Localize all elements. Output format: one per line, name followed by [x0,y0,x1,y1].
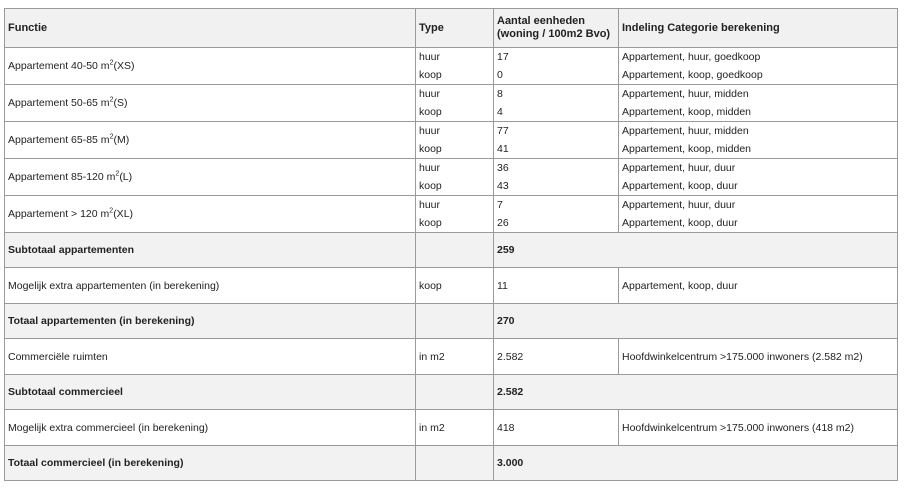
table-row [5,159,898,178]
header-type: Type [416,9,494,48]
total-row [5,304,898,339]
functie-cell: Mogelijk extra commercieel (in berekening) [5,410,416,446]
functie-superscript: 2 [109,59,114,67]
functie-table [4,8,898,481]
functie-label: Appartement 65-85 m [8,134,110,146]
functie-size-code: (XL) [113,208,134,220]
functie-cell [5,122,416,159]
total-label: Totaal appartementen (in berekening) [5,304,416,339]
functie-cell [5,159,416,196]
total-value: 2.582 [494,375,898,410]
category-cell: Appartement, huur, goedkoop [619,48,898,67]
total-value: 270 [494,304,898,339]
functie-size-code: (M) [113,134,130,146]
header-row [5,9,898,48]
type-cell: huur [416,196,494,215]
type-cell: koop [416,214,494,233]
functie-cell: Commerciële ruimten [5,339,416,375]
table-body [5,9,898,481]
category-cell: Appartement, huur, duur [619,159,898,178]
functie-cell [5,48,416,85]
category-cell: Appartement, huur, midden [619,122,898,141]
type-cell: huur [416,85,494,104]
functie-superscript: 2 [109,96,114,104]
header-aantal-line2: (woning / 100m2 Bvo) [497,28,611,40]
total-row [5,446,898,481]
table-row [5,410,898,446]
type-cell [416,446,494,481]
type-cell: huur [416,48,494,67]
table-row [5,339,898,375]
header-aantal-line1: Aantal eenheden [497,15,586,27]
functie-size-code: (L) [119,171,133,183]
total-label: Subtotaal commercieel [5,375,416,410]
type-cell: koop [416,140,494,159]
functie-label: Appartement > 120 m [8,208,110,220]
category-cell: Appartement, koop, goedkoop [619,66,898,85]
table-row [5,122,898,141]
type-cell: in m2 [416,410,494,446]
functie-size-code: (S) [113,97,128,109]
type-cell [416,233,494,268]
functie-cell: Mogelijk extra appartementen (in berekening) [5,268,416,304]
units-cell: 2.582 [494,339,619,375]
category-cell: Hoofdwinkelcentrum >175.000 inwoners (418 m2) [619,410,898,446]
type-cell: huur [416,159,494,178]
functie-superscript: 2 [115,170,120,178]
units-cell: 11 [494,268,619,304]
total-value: 259 [494,233,898,268]
type-cell: koop [416,66,494,85]
category-cell: Appartement, koop, duur [619,214,898,233]
type-cell: in m2 [416,339,494,375]
table-row [5,268,898,304]
category-cell: Appartement, koop, midden [619,103,898,122]
total-row [5,375,898,410]
table-row [5,85,898,104]
functie-label: Appartement 50-65 m [8,97,110,109]
type-cell [416,304,494,339]
functie-superscript: 2 [109,133,114,141]
total-label: Totaal commercieel (in berekening) [5,446,416,481]
category-cell: Appartement, koop, duur [619,177,898,196]
units-cell: 418 [494,410,619,446]
units-cell: 36 [494,159,619,178]
type-cell: koop [416,103,494,122]
type-cell: koop [416,268,494,304]
functie-cell [5,85,416,122]
category-cell: Appartement, huur, duur [619,196,898,215]
category-cell: Hoofdwinkelcentrum >175.000 inwoners (2.582 m2) [619,339,898,375]
functie-superscript: 2 [109,207,114,215]
functie-label: Appartement 85-120 m [8,171,116,183]
type-cell [416,375,494,410]
functie-label: Appartement 40-50 m [8,60,110,72]
header-functie: Functie [5,9,416,48]
units-cell: 43 [494,177,619,196]
units-cell: 0 [494,66,619,85]
category-cell: Appartement, huur, midden [619,85,898,104]
type-cell: koop [416,177,494,196]
table-row [5,196,898,215]
total-value: 3.000 [494,446,898,481]
category-cell: Appartement, koop, duur [619,268,898,304]
header-aantal [494,9,619,48]
functie-size-code: (XS) [113,60,135,72]
category-cell: Appartement, koop, midden [619,140,898,159]
units-cell: 17 [494,48,619,67]
total-label: Subtotaal appartementen [5,233,416,268]
table-row [5,48,898,67]
units-cell: 41 [494,140,619,159]
units-cell: 7 [494,196,619,215]
units-cell: 26 [494,214,619,233]
type-cell: huur [416,122,494,141]
units-cell: 8 [494,85,619,104]
units-cell: 4 [494,103,619,122]
units-cell: 77 [494,122,619,141]
total-row [5,233,898,268]
functie-cell [5,196,416,233]
header-indeling: Indeling Categorie berekening [619,9,898,48]
